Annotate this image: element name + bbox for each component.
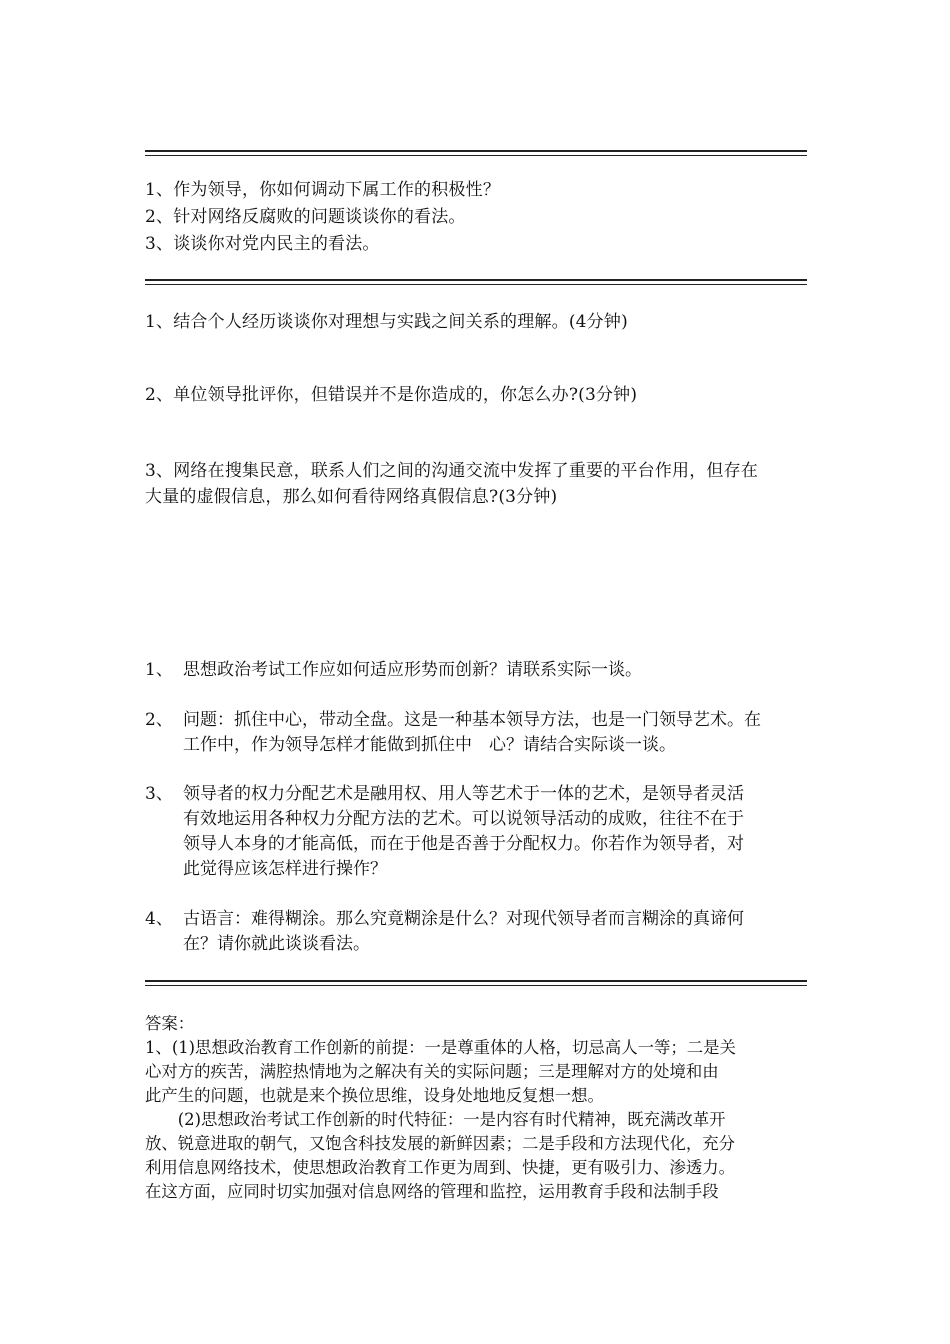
answer-line: 此产生的问题，也就是来个换位思维，设身处地地反复想一想。 [145,1086,604,1105]
item-number: 2、 [145,710,173,730]
answer-line: (2)思想政治考试工作创新的时代特征：一是内容有时代精神，既充满改革开 [145,1110,726,1129]
answer-line: 在这方面，应同时切实加强对信息网络的管理和监控，运用教育手段和法制手段 [145,1182,719,1201]
question-2-3-line2: 大量的虚假信息，那么如何看待网络真假信息?(3分钟) [145,487,558,507]
question-1-3: 3、谈谈你对党内民主的看法。 [145,234,380,254]
section-divider [145,980,807,986]
item-text: 此觉得应该怎样进行操作？ [183,859,387,879]
item-number: 3、 [145,784,173,804]
question-3-3 [145,782,807,882]
item-text: 领导者的权力分配艺术是融用权、用人等艺术于一体的艺术，是领导者灵活 [183,784,744,804]
question-2-3-line1: 3、网络在搜集民意，联系人们之间的沟通交流中发挥了重要的平台作用，但存在 [145,461,759,481]
answer-line: 心对方的疾苦，满腔热情地为之解决有关的实际问题；三是理解对方的处境和由 [145,1062,719,1081]
item-text: 问题：抓住中心，带动全盘。这是一种基本领导方法，也是一门领导艺术。在 [183,710,761,730]
question-3-4 [145,907,807,957]
answer-line: 利用信息网络技术，使思想政治教育工作更为周到、快捷，更有吸引力、渗透力。 [145,1158,736,1177]
answer-line: 放、锐意进取的朝气，又饱含科技发展的新鲜因素；二是手段和方法现代化，充分 [145,1134,736,1153]
item-text: 工作中，作为领导怎样才能做到抓住中 心？请结合实际谈一谈。 [183,735,676,755]
question-1-2: 2、针对网络反腐败的问题谈谈你的看法。 [145,207,466,227]
question-1-1: 1、作为领导，你如何调动下属工作的积极性？ [145,180,501,200]
answer-line: 1、(1)思想政治教育工作创新的前提：一是尊重体的人格，切忌高人一等；二是关 [145,1038,736,1057]
question-2-2: 2、单位领导批评你，但错误并不是你造成的，你怎么办?(3分钟) [145,385,638,405]
item-number: 1、 [145,660,173,680]
section-divider [145,150,807,156]
question-2-1: 1、结合个人经历谈谈你对理想与实践之间关系的理解。(4分钟) [145,312,628,332]
item-text: 在？请你就此谈谈看法。 [183,934,370,954]
question-3-2 [145,708,807,758]
question-3-1 [145,658,807,683]
item-text: 有效地运用各种权力分配方法的艺术。可以说领导活动的成败，往往不在于 [183,809,744,829]
item-text: 古语言：难得糊涂。那么究竟糊涂是什么？对现代领导者而言糊涂的真谛何 [183,909,744,929]
item-text: 思想政治考试工作应如何适应形势而创新？请联系实际一谈。 [183,660,642,680]
item-text: 领导人本身的才能高低，而在于他是否善于分配权力。你若作为领导者，对 [183,834,744,854]
item-number: 4、 [145,909,173,929]
answer-heading: 答案： [145,1014,195,1033]
section-divider [145,279,807,285]
